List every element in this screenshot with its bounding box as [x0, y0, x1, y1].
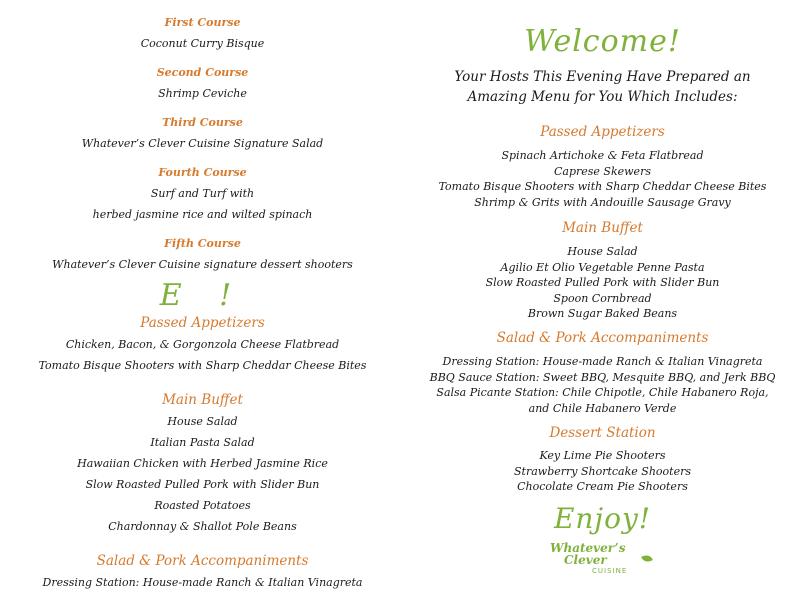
- partial-script-title: E !: [159, 278, 246, 313]
- menu-item: Key Lime Pie Shooters: [539, 449, 666, 462]
- section-heading: Dessert Station: [549, 425, 656, 441]
- menu-item: Slow Roasted Pulled Pork with Slider Bun: [485, 276, 720, 289]
- logo-line: Whatever’s: [550, 541, 626, 555]
- menu-item: and Chile Habanero Verde: [528, 402, 677, 415]
- menu-item: Tomato Bisque Shooters with Sharp Cheddar Cheese Bites: [438, 180, 767, 193]
- menu-item: Chardonnay & Shallot Pole Beans: [108, 520, 297, 533]
- menu-item: BBQ Sauce Station: Sweet BBQ, Mesquite BBQ, and Jerk BBQ: [429, 371, 776, 384]
- menu-item: Chocolate Cream Pie Shooters: [517, 480, 688, 493]
- enjoy-title: Enjoy!: [553, 502, 652, 535]
- menu-item: Dressing Station: House-made Ranch & Italian Vinagreta: [442, 355, 763, 368]
- course-item: Whatever’s Clever Cuisine signature dessert shooters: [52, 258, 353, 271]
- menu-item: Shrimp & Grits with Andouille Sausage Gravy: [474, 196, 731, 209]
- course-heading: Fourth Course: [158, 166, 247, 179]
- menu-item: Chicken, Bacon, & Gorgonzola Cheese Flatbread: [65, 338, 340, 351]
- section-heading: Passed Appetizers: [540, 124, 665, 140]
- course-heading: Fifth Course: [164, 237, 241, 250]
- course-item: Coconut Curry Bisque: [140, 37, 265, 50]
- welcome-title: Welcome!: [524, 24, 681, 59]
- leaf-icon: [641, 554, 653, 564]
- course-item: herbed jasmine rice and wilted spinach: [92, 208, 313, 221]
- menu-item: Tomato Bisque Shooters with Sharp Cheddar Cheese Bites: [38, 359, 367, 372]
- menu-item: Caprese Skewers: [554, 165, 651, 178]
- intro-line: Your Hosts This Evening Have Prepared an: [454, 69, 751, 85]
- section-heading: Salad & Pork Accompaniments: [96, 553, 309, 569]
- menu-item: House Salad: [167, 415, 238, 428]
- menu-item: Dressing Station: House-made Ranch & Italian Vinagreta: [42, 576, 363, 589]
- menu-item: Hawaiian Chicken with Herbed Jasmine Rice: [77, 457, 328, 470]
- menu-item: House Salad: [567, 245, 638, 258]
- section-heading: Salad & Pork Accompaniments: [496, 330, 709, 346]
- course-item: Surf and Turf with: [150, 187, 255, 200]
- menu-item: Slow Roasted Pulled Pork with Slider Bun: [85, 478, 320, 491]
- logo-line: CUISINE: [592, 567, 628, 575]
- course-item: Whatever’s Clever Cuisine Signature Salad: [81, 137, 324, 150]
- logo-line: Clever: [564, 553, 607, 567]
- menu-item: Agilio Et Olio Vegetable Penne Pasta: [500, 261, 705, 274]
- brand-logo: [550, 541, 660, 579]
- menu-item: Italian Pasta Salad: [150, 436, 255, 449]
- course-heading: Third Course: [162, 116, 243, 129]
- menu-item: Strawberry Shortcake Shooters: [514, 465, 691, 478]
- course-heading: First Course: [164, 16, 241, 29]
- course-item: Shrimp Ceviche: [158, 87, 247, 100]
- menu-item: Roasted Potatoes: [154, 499, 251, 512]
- section-heading: Main Buffet: [562, 220, 643, 236]
- menu-item: Brown Sugar Baked Beans: [527, 307, 678, 320]
- menu-item: Spinach Artichoke & Feta Flatbread: [501, 149, 704, 162]
- menu-item: Spoon Cornbread: [553, 292, 652, 305]
- section-heading: Main Buffet: [162, 392, 243, 408]
- section-heading: Passed Appetizers: [140, 315, 265, 331]
- course-heading: Second Course: [156, 66, 249, 79]
- intro-line: Amazing Menu for You Which Includes:: [467, 89, 738, 105]
- menu-item: Salsa Picante Station: Chile Chipotle, Chile Habanero Roja,: [436, 386, 769, 399]
